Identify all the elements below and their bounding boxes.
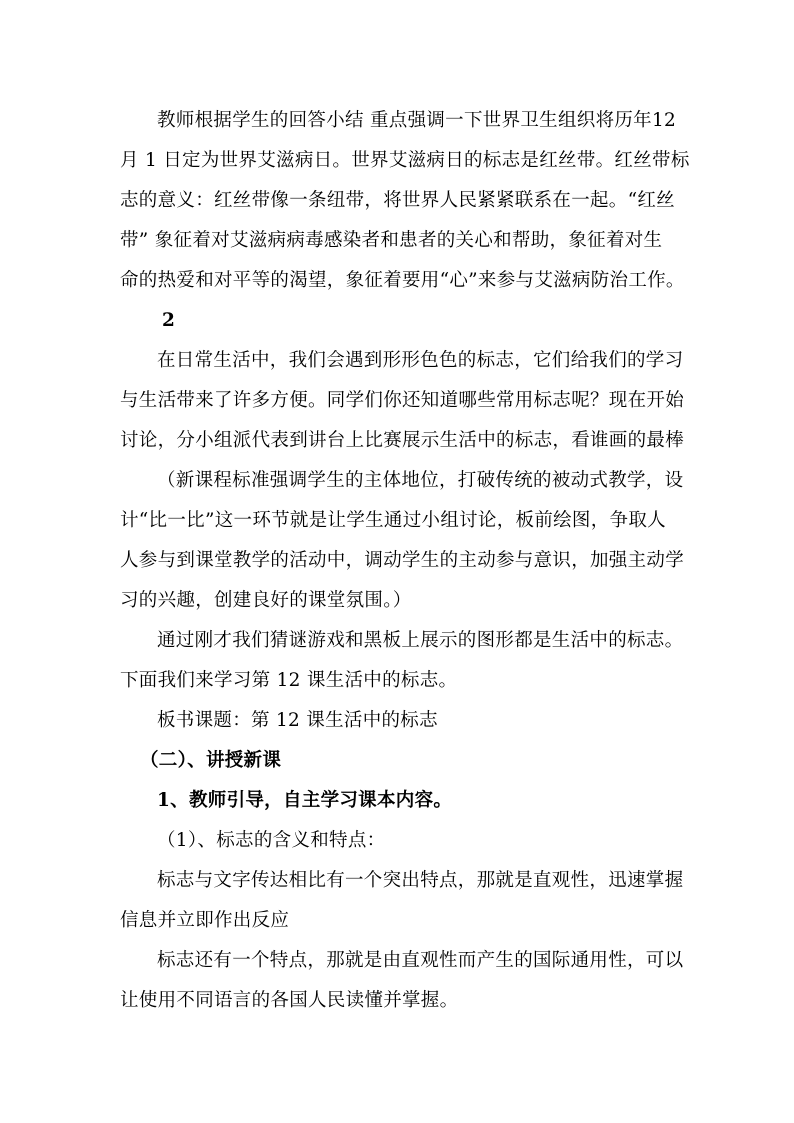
paragraph-5-line-2: 信息并立即作出反应 [120,910,290,931]
section-heading: （二）、讲授新课 [140,750,282,771]
paragraph-1-line-5: 命的热爱和对平等的渴望，象征着要用“心”来参与艾滋病防治工作。 [120,270,685,291]
paragraph-2-line-3: 讨论，分小组派代表到讲台上比赛展示生活中的标志，看谁画的最棒 [120,430,685,451]
section-numeral: 2 [162,310,176,331]
paragraph-6-line-1: 标志还有一个特点，那就是由直观性而产生的国际通用性，可以 [157,950,684,971]
paragraph-3-line-4: 习的兴趣，创建良好的课堂氛围。） [120,590,412,611]
item-heading: （1）、标志的含义和特点： [157,830,386,851]
paragraph-1-line-3: 志的意义：红丝带像一条纽带，将世界人民紧紧联系在一起。“红丝 [120,190,675,211]
paragraph-6-line-2: 让使用不同语言的各国人民读懂并掌握。 [120,990,459,1011]
paragraph-2-line-1: 在日常生活中，我们会遇到形形色色的标志，它们给我们的学习 [157,350,684,371]
paragraph-2-line-2: 与生活带来了许多方便。同学们你还知道哪些常用标志呢？现在开始 [120,390,685,411]
board-title: 板书课题：第 12 课生活中的标志 [157,710,438,731]
subheading: 1、教师引导，自主学习课本内容。 [157,790,453,811]
paragraph-3-line-2: 计“比一比”这一环节就是让学生通过小组讨论，板前绘图，争取人 [120,510,666,531]
paragraph-4-line-1: 通过刚才我们猜谜游戏和黑板上展示的图形都是生活中的标志。 [157,630,684,651]
paragraph-4-line-2: 下面我们来学习第 12 课生活中的标志。 [120,670,458,691]
paragraph-1-line-2: 月 1 日定为世界艾滋病日。世界艾滋病日的标志是红丝带。红丝带标 [120,150,690,171]
paragraph-1-line-4: 带” 象征着对艾滋病病毒感染者和患者的关心和帮助，象征着对生 [120,230,663,251]
paragraph-3-line-3: 人参与到课堂教学的活动中，调动学生的主动参与意识，加强主动学 [120,550,685,571]
paragraph-1-line-1: 教师根据学生的回答小结 重点强调一下世界卫生组织将历年12 [157,110,677,131]
paragraph-5-line-1: 标志与文字传达相比有一个突出特点，那就是直观性，迅速掌握 [157,870,684,891]
paragraph-3-line-1: （新课程标准强调学生的主体地位，打破传统的被动式教学，设 [157,470,684,491]
